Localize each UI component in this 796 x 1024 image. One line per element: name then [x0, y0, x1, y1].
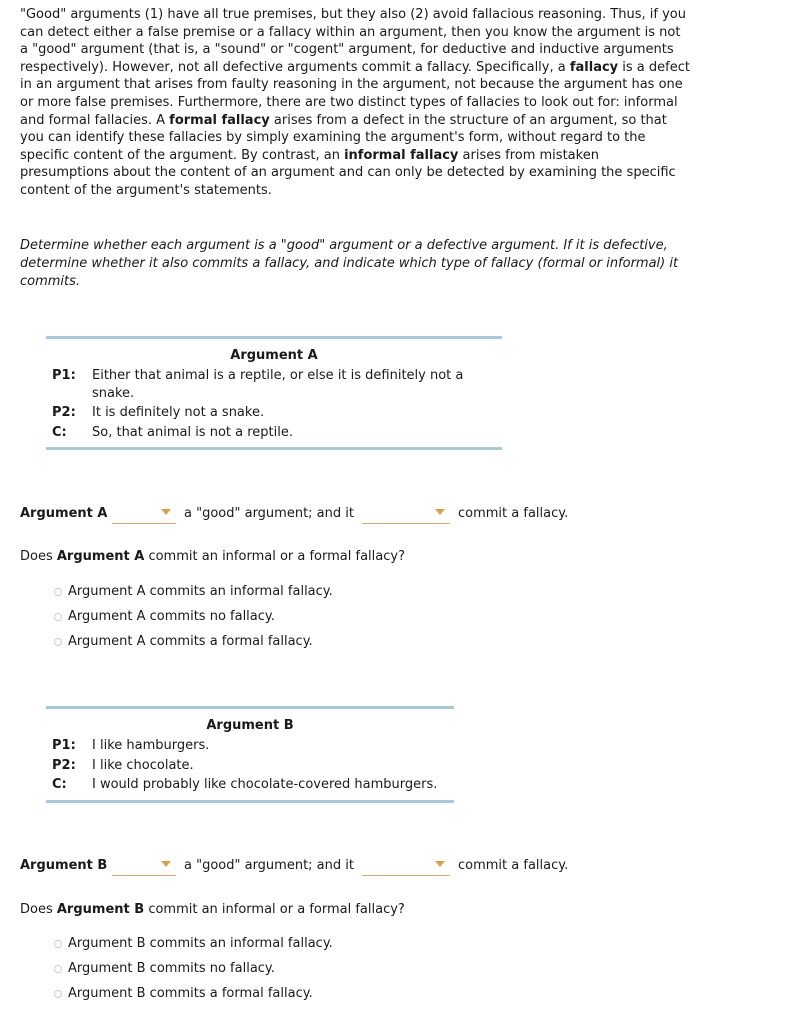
intro-text-3: arises from a defect in the structure of an argument, so that you can identify these fallacies by simply examining the argument's form, without regard to the specific content of the argument. By contrast, an — [20, 112, 667, 163]
argument-a-fallacy-dropdown[interactable] — [362, 503, 450, 524]
argument-b-row — [52, 737, 437, 757]
radio-button[interactable] — [54, 588, 62, 596]
premise-text: I like hamburgers. — [92, 738, 210, 753]
argument-b-fallacy-dropdown[interactable] — [362, 855, 450, 876]
argument-b-sentence — [20, 855, 780, 877]
option-label: Argument B commits an informal fallacy. — [68, 936, 333, 951]
argument-b-box — [46, 706, 454, 803]
term-informal-fallacy: informal fallacy — [344, 147, 459, 163]
argument-b-option-formal[interactable] — [54, 984, 313, 1004]
radio-button[interactable] — [54, 990, 62, 998]
chevron-down-icon — [161, 861, 171, 867]
argument-a-sentence-name: Argument A — [20, 506, 108, 521]
argument-b-sentence-mid: a "good" argument; and it — [184, 858, 354, 873]
argument-a-sentence-mid: a "good" argument; and it — [184, 506, 354, 521]
argument-a-good-dropdown[interactable] — [112, 503, 176, 524]
argument-a-box — [46, 336, 502, 450]
premise-label: P2: — [52, 405, 76, 420]
argument-a-title: Argument A — [230, 348, 318, 363]
argument-b-row — [52, 776, 437, 796]
question-argument-name: Argument A — [56, 549, 145, 564]
term-formal-fallacy: formal fallacy — [169, 112, 270, 128]
argument-a-table — [52, 367, 487, 443]
term-fallacy: fallacy — [569, 59, 619, 75]
option-label: Argument A commits no fallacy. — [68, 609, 275, 624]
intro-text-4: arises from mistaken presumptions about the content of an argument and can only be detected by examining the specific content of the argument's statements. — [20, 147, 676, 198]
instructions: Determine whether each argument is a "good" argument or a defective argument. If it is defective, determine whether it also commits a fallacy, and indicate which type of fallacy (formal or informal) it commits. — [20, 238, 679, 289]
conclusion-text: So, that animal is not a reptile. — [92, 424, 293, 440]
argument-b-title: Argument B — [206, 718, 294, 733]
argument-a-row — [52, 404, 487, 424]
chevron-down-icon — [435, 509, 445, 515]
argument-b-question — [20, 900, 405, 920]
argument-a-row — [52, 367, 487, 404]
intro-paragraph — [20, 6, 690, 200]
argument-a-sentence-end: commit a fallacy. — [458, 506, 569, 521]
intro-text-2: is a defect in an argument that arises from faulty reasoning in the argument, not because the argument has one or more false premises. Furthermore, there are two distinct types of fallacies to look out for: informal and formal fallacies. A — [20, 59, 690, 128]
radio-button[interactable] — [54, 613, 62, 621]
argument-b-option-none[interactable] — [54, 959, 275, 979]
chevron-down-icon — [161, 509, 171, 515]
conclusion-label: C: — [52, 424, 67, 440]
question-prefix: Does — [20, 549, 57, 564]
argument-b-sentence-name: Argument B — [20, 858, 108, 873]
premise-label: P2: — [52, 757, 76, 773]
argument-b-table — [52, 737, 437, 796]
argument-b-option-informal[interactable] — [54, 934, 333, 954]
option-label: Argument A commits an informal fallacy. — [68, 584, 333, 599]
option-label: Argument B commits a formal fallacy. — [68, 986, 313, 1001]
option-label: Argument B commits no fallacy. — [68, 961, 275, 976]
argument-b-row — [52, 757, 437, 777]
premise-label: P1: — [52, 738, 76, 753]
argument-a-question — [20, 547, 405, 567]
argument-b-sentence-end: commit a fallacy. — [458, 858, 569, 873]
argument-a-row — [52, 424, 487, 444]
chevron-down-icon — [435, 861, 445, 867]
radio-button[interactable] — [54, 638, 62, 646]
question-argument-name: Argument B — [56, 902, 145, 917]
option-label: Argument A commits a formal fallacy. — [68, 634, 313, 649]
premise-text: It is definitely not a snake. — [92, 405, 265, 420]
argument-b-good-dropdown[interactable] — [112, 855, 176, 876]
question-suffix: commit an informal or a formal fallacy? — [144, 902, 405, 917]
conclusion-label: C: — [52, 777, 67, 792]
conclusion-text: I would probably like chocolate-covered hamburgers. — [92, 777, 438, 792]
premise-text: Either that animal is a reptile, or else it is definitely not a snake. — [92, 368, 464, 401]
radio-button[interactable] — [54, 965, 62, 973]
argument-a-option-none[interactable] — [54, 607, 275, 627]
premise-text: I like chocolate. — [92, 757, 194, 773]
premise-label: P1: — [52, 368, 76, 383]
radio-button[interactable] — [54, 940, 62, 948]
question-prefix: Does — [20, 902, 57, 917]
argument-a-sentence — [20, 503, 780, 525]
argument-a-option-informal[interactable] — [54, 582, 333, 602]
intro-text-1: "Good" arguments (1) have all true premises, but they also (2) avoid fallacious reasoning. Thus, if you can detect either a false premise or a fallacy within an argument, then you know the argument is not a "good" argument (that is, a "sound" or "cogent" argument, for deductive and inductive arguments respectively). However, not all defective arguments commit a fallacy. Specifically, a — [20, 7, 686, 75]
question-suffix: commit an informal or a formal fallacy? — [144, 549, 405, 564]
argument-a-option-formal[interactable] — [54, 632, 313, 652]
